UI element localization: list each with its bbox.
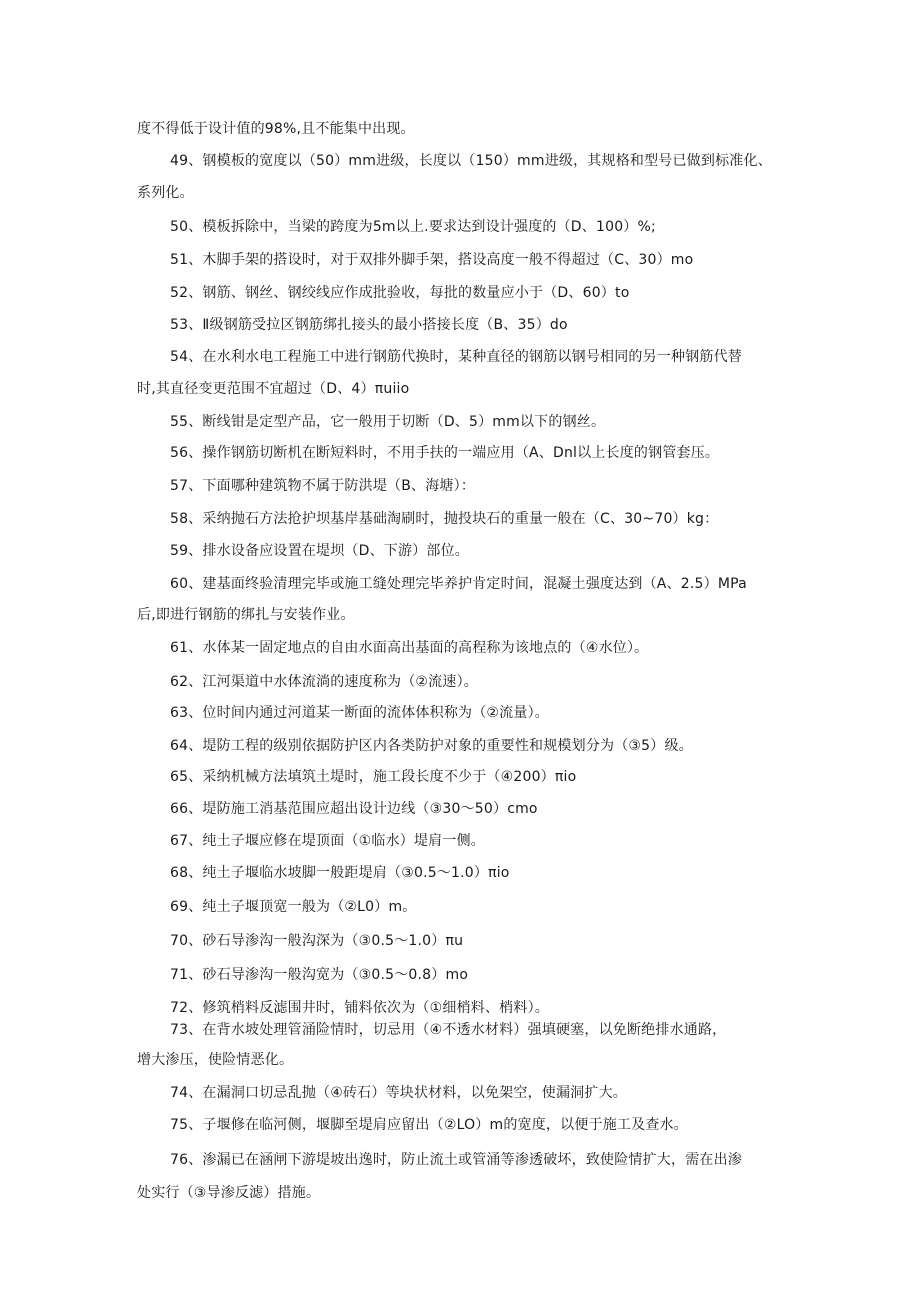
question-69: 69、纯土子堰顶宽一般为（②L0）m。 (170, 899, 417, 915)
question-74: 74、在漏洞口切忌乱抛（④砖石）等块状材料，以免架空，使漏洞扩大。 (170, 1085, 627, 1101)
question-75: 75、子堰修在临河侧，堰脚至堤肩应留出（②LO）m的宽度，以便于施工及查水。 (170, 1117, 688, 1133)
question-49-line-1: 49、钢模板的宽度以（50）mm进级，长度以（150）mm进级，其规格和型号已做到标准化、 (170, 153, 772, 169)
question-67: 67、纯土子堰应修在堤顶面（①临水）堤肩一侧。 (170, 833, 485, 849)
question-62: 62、江河渠道中水体流淌的速度称为（②流速）。 (170, 674, 478, 690)
question-63: 63、位时间内通过河道某一断面的流体体积称为（②流量）。 (170, 705, 549, 721)
question-72: 72、修筑梢料反滤围井时，铺料依次为（①细梢料、梢料）。 (170, 1000, 549, 1016)
question-76-line-2: 处实行（③导渗反滤）措施。 (137, 1185, 321, 1201)
question-58: 58、采纳抛石方法抢护坝基岸基础淘刷时，抛投块石的重量一般在（C、30~70）kg： (170, 511, 719, 527)
question-76-line-1: 76、渗漏已在涵闸下游堤坡出逸时，防止流土或管涌等渗透破坏，致使险情扩大，需在出渗 (170, 1152, 743, 1168)
question-50: 50、模板拆除中，当梁的跨度为5m以上.要求达到设计强度的（D、100）%; (170, 219, 656, 235)
question-52: 52、钢筋、钢丝、钢绞线应作成批验收，每批的数量应小于（D、60）to (170, 285, 630, 301)
question-54-line-2: 时,其直径变更范围不宜超过（D、4）πuiio (137, 381, 410, 397)
question-68: 68、纯土子堰临水坡脚一般距堤肩（③0.5～1.0）πio (170, 865, 510, 881)
question-64: 64、堤防工程的级别依据防护区内各类防护对象的重要性和规模划分为（③5）级。 (170, 738, 693, 754)
question-65: 65、采纳机械方法填筑土堤时，施工段长度不少于（④200）πio (170, 769, 577, 785)
question-49-line-2: 系列化。 (137, 185, 194, 201)
question-73-line-2: 增大渗压，使险情恶化。 (137, 1052, 294, 1068)
question-51: 51、木脚手架的搭设时，对于双排外脚手架，搭设高度一般不得超过（C、30）mo (170, 252, 694, 268)
question-70: 70、砂石导渗沟一般沟深为（③0.5～1.0）πu (170, 933, 464, 949)
question-60-line-1: 60、建基面终验清理完毕或施工缝处理完毕养护肯定时间，混凝土强度达到（A、2.5）MPa (170, 576, 747, 592)
question-59: 59、排水设备应设置在堤坝（D、下游）部位。 (170, 543, 469, 559)
question-56: 56、操作钢筋切断机在断短料时，不用手扶的一端应用（A、Dnl以上长度的钢管套压。 (170, 445, 720, 461)
question-61: 61、水体某一固定地点的自由水面高出基面的高程称为该地点的（④水位）。 (170, 640, 649, 656)
text-line: 度不得低于设计值的98%,且不能集中出现。 (137, 121, 415, 137)
question-71: 71、砂石导渗沟一般沟宽为（③0.5～0.8）mo (170, 967, 469, 983)
question-57: 57、下面哪种建筑物不属于防洪堤（B、海塘）： (170, 478, 476, 494)
question-73-line-1: 73、在背水坡处理管涌险情时，切忌用（④不透水材料）强填硬塞，以免断绝排水通路， (170, 1022, 727, 1038)
question-60-line-2: 后,即进行钢筋的绑扎与安装作业。 (137, 607, 355, 623)
question-53: 53、Ⅱ级钢筋受拉区钢筋绑扎接头的最小搭接长度（B、35）do (170, 317, 568, 333)
question-54-line-1: 54、在水利水电工程施工中进行钢筋代换时，某种直径的钢筋以钢号相同的另一种钢筋代替 (170, 349, 743, 365)
question-66: 66、堤防施工消基范围应超出设计边线（③30～50）cmo (170, 801, 538, 817)
question-55: 55、断线钳是定型产品，它一般用于切断（D、5）mm以下的钢丝。 (170, 414, 606, 430)
